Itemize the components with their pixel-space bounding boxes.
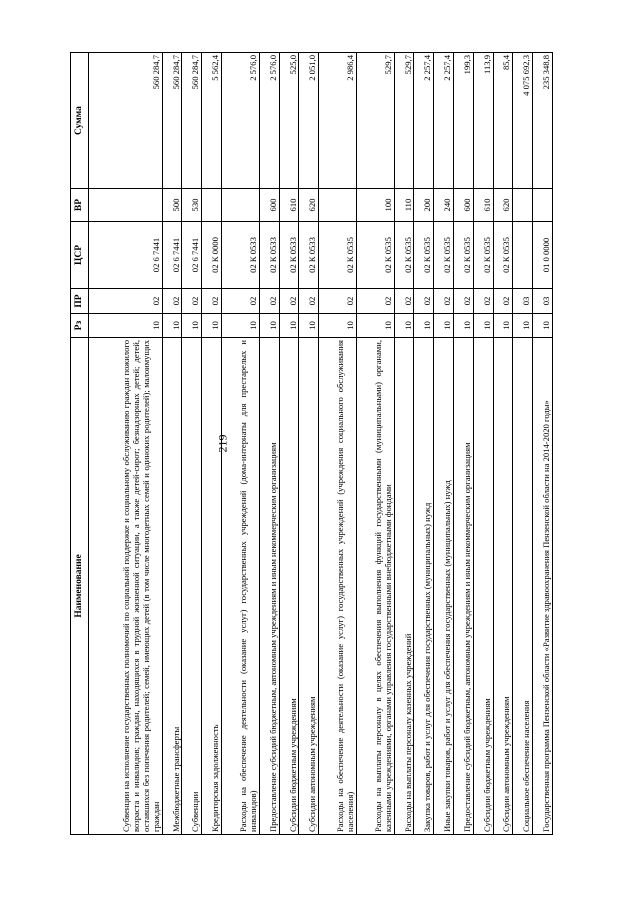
cell-rz: 10: [473, 314, 493, 338]
cell-csr: 02 К 0533: [259, 222, 279, 289]
cell-csr: 02 К 0535: [394, 222, 414, 289]
cell-csr: 02 К 0000: [202, 222, 222, 289]
cell-rz: 10: [259, 314, 279, 338]
cell-vr: [202, 189, 222, 222]
cell-pr: 02: [493, 289, 513, 314]
table-header-row: [71, 53, 89, 835]
cell-name: Субсидии бюджетным учреждениям: [473, 338, 493, 835]
table-body: [89, 53, 553, 835]
cell-pr: 02: [299, 289, 319, 314]
table-row: [434, 53, 454, 835]
cell-rz: 10: [394, 314, 414, 338]
table-row: [222, 53, 260, 835]
budget-table: [70, 52, 553, 835]
cell-name: Социальное обеспечение населения: [513, 338, 533, 835]
cell-pr: 02: [473, 289, 493, 314]
cell-name: Кредиторская задолженность: [202, 338, 222, 835]
cell-name: Государственная программа Пензенской области «Развитие здравоохранения Пензенской области на 2014-2020 годы»: [533, 338, 553, 835]
cell-rz: 10: [89, 314, 163, 338]
table-row: [394, 53, 414, 835]
cell-vr: 620: [299, 189, 319, 222]
table-row: [259, 53, 279, 835]
table-row: [89, 53, 163, 835]
table-row: [299, 53, 319, 835]
cell-sum: 525,0: [279, 53, 299, 189]
cell-vr: 620: [493, 189, 513, 222]
cell-sum: 2 257,4: [434, 53, 454, 189]
cell-name: Расходы на выплаты персоналу казенных учреждений: [394, 338, 414, 835]
cell-rz: 10: [319, 314, 357, 338]
cell-pr: 03: [513, 289, 533, 314]
cell-csr: 02 К 0535: [434, 222, 454, 289]
cell-csr: 02 К 0533: [279, 222, 299, 289]
cell-sum: 2 986,4: [319, 53, 357, 189]
cell-vr: 240: [434, 189, 454, 222]
cell-sum: 235 348,8: [533, 53, 553, 189]
cell-sum: 529,7: [394, 53, 414, 189]
cell-vr: 500: [162, 189, 182, 222]
header-vr: ВР: [71, 189, 89, 222]
cell-vr: [89, 189, 163, 222]
cell-name: Закупка товаров, работ и услуг для обеспечения государственных (муниципальных) нужд: [414, 338, 434, 835]
table-row: [533, 53, 553, 835]
cell-vr: 610: [473, 189, 493, 222]
cell-rz: 10: [434, 314, 454, 338]
table-row: [513, 53, 533, 835]
cell-pr: 03: [533, 289, 553, 314]
cell-sum: 5 562,4: [202, 53, 222, 189]
cell-csr: 01 0 0000: [533, 222, 553, 289]
cell-csr: 02 К 0535: [319, 222, 357, 289]
table-row: [414, 53, 434, 835]
cell-name: Расходы на обеспечение деятельности (оказание услуг) государственных учреждений (дома-интернаты для престарелых и инвалидов): [222, 338, 260, 835]
cell-vr: 200: [414, 189, 434, 222]
cell-csr: [513, 222, 533, 289]
cell-rz: 10: [162, 314, 182, 338]
budget-table-rotated: [70, 53, 553, 835]
cell-csr: 02 К 0533: [299, 222, 319, 289]
cell-rz: 10: [453, 314, 473, 338]
header-csr: ЦСР: [71, 222, 89, 289]
table-row: [162, 53, 182, 835]
cell-name: Расходы на выплаты персоналу в целях обеспечения выполнения функций государственными (муниципальными) органами, казенными учреждениями, органами управления государственными внебюджетными фондами: [356, 338, 394, 835]
cell-pr: 02: [279, 289, 299, 314]
cell-rz: 10: [279, 314, 299, 338]
cell-sum: 2 576,0: [222, 53, 260, 189]
cell-vr: 600: [259, 189, 279, 222]
cell-name: Субвенции на исполнение государственных полномочий по социальной поддержке и социальному обслуживанию граждан пожилого возраста и инвалидов; граждан, находящихся в трудной жизненной ситуации, а также детей-сирот; безнадзорных детей; детей, оставшихся без попечения родителей; семей, имеющих детей (в том числе многодетных семей и одиноких родителей); малоимущих граждан: [89, 338, 163, 835]
cell-sum: 2 051,0: [299, 53, 319, 189]
cell-name: Предоставление субсидий бюджетным, автономным учреждениям и иным некоммерческим организациям: [453, 338, 473, 835]
cell-vr: 530: [182, 189, 202, 222]
cell-sum: 560 284,7: [182, 53, 202, 189]
cell-vr: 110: [394, 189, 414, 222]
cell-sum: 113,9: [473, 53, 493, 189]
cell-rz: 10: [202, 314, 222, 338]
cell-name: Субсидии автономным учреждениям: [493, 338, 513, 835]
cell-sum: 199,3: [453, 53, 473, 189]
cell-sum: 529,7: [356, 53, 394, 189]
table-row: [473, 53, 493, 835]
cell-sum: 560 284,7: [89, 53, 163, 189]
cell-pr: 02: [394, 289, 414, 314]
cell-vr: 600: [453, 189, 473, 222]
cell-csr: 02 К 0535: [453, 222, 473, 289]
cell-rz: 10: [493, 314, 513, 338]
header-sum: Сумма: [71, 53, 89, 189]
table-row: [453, 53, 473, 835]
cell-rz: 10: [414, 314, 434, 338]
cell-csr: 02 К 0535: [356, 222, 394, 289]
header-rz: Рз: [71, 314, 89, 338]
cell-name: Предоставление субсидий бюджетным, автономным учреждениям и иным некоммерческим организациям: [259, 338, 279, 835]
table-row: [202, 53, 222, 835]
header-name: Наименование: [71, 338, 89, 835]
cell-pr: 02: [453, 289, 473, 314]
cell-rz: 10: [222, 314, 260, 338]
table-row: [493, 53, 513, 835]
cell-pr: 02: [414, 289, 434, 314]
table-row: [319, 53, 357, 835]
cell-name: Субвенции: [182, 338, 202, 835]
cell-name: Субсидии бюджетным учреждениям: [279, 338, 299, 835]
cell-vr: 610: [279, 189, 299, 222]
cell-pr: 02: [162, 289, 182, 314]
cell-csr: 02 6 7441: [162, 222, 182, 289]
table-row: [356, 53, 394, 835]
cell-csr: 02 К 0535: [414, 222, 434, 289]
cell-rz: 10: [299, 314, 319, 338]
cell-sum: 4 075 692,3: [513, 53, 533, 189]
cell-vr: [533, 189, 553, 222]
cell-pr: 02: [182, 289, 202, 314]
cell-rz: 10: [182, 314, 202, 338]
cell-csr: 02 К 0533: [222, 222, 260, 289]
header-pr: ПР: [71, 289, 89, 314]
table-row: [279, 53, 299, 835]
cell-rz: 10: [513, 314, 533, 338]
cell-sum: 2 257,4: [414, 53, 434, 189]
cell-vr: [513, 189, 533, 222]
table-row: [182, 53, 202, 835]
cell-vr: [319, 189, 357, 222]
cell-pr: 02: [319, 289, 357, 314]
cell-csr: 02 6 7441: [89, 222, 163, 289]
page-number: 219: [215, 434, 230, 453]
cell-name: Расходы на обеспечение деятельности (оказание услуг) государственных учреждений (учреждения социального обслуживания населения): [319, 338, 357, 835]
cell-sum: 85,4: [493, 53, 513, 189]
cell-name: Субсидии автономным учреждениям: [299, 338, 319, 835]
cell-name: Межбюджетные трансферты: [162, 338, 182, 835]
cell-sum: 2 576,0: [259, 53, 279, 189]
cell-pr: 02: [259, 289, 279, 314]
cell-rz: 10: [356, 314, 394, 338]
cell-vr: [222, 189, 260, 222]
cell-csr: 02 К 0535: [473, 222, 493, 289]
cell-pr: 02: [89, 289, 163, 314]
cell-pr: 02: [202, 289, 222, 314]
cell-pr: 02: [356, 289, 394, 314]
cell-name: Иные закупки товаров, работ и услуг для обеспечения государственных (муниципальных) нужд: [434, 338, 454, 835]
cell-pr: 02: [222, 289, 260, 314]
cell-csr: 02 6 7441: [182, 222, 202, 289]
cell-vr: 100: [356, 189, 394, 222]
cell-pr: 02: [434, 289, 454, 314]
cell-csr: 02 К 0535: [493, 222, 513, 289]
cell-sum: 560 284,7: [162, 53, 182, 189]
cell-rz: 10: [533, 314, 553, 338]
